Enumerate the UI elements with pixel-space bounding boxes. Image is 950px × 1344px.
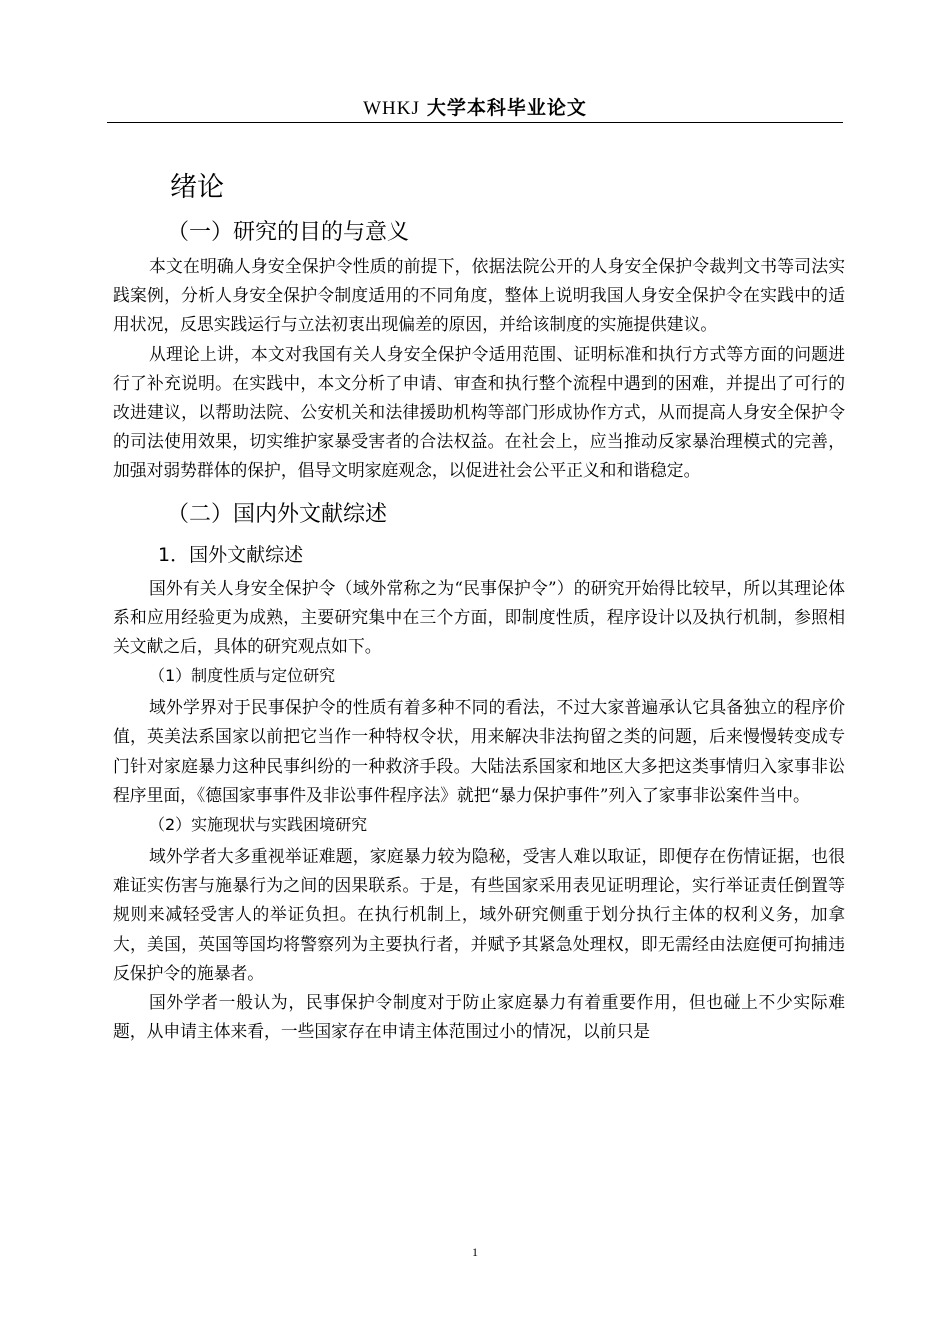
section-2-title: （二）国内外文献综述 — [167, 501, 388, 527]
section-1-paragraph-2: 从理论上讲，本文对我国有关人身安全保护令适用范围、证明标准和执行方式等方面的问题进行了补充说明。在实践中，本文分析了申请、审查和执行整个流程中遇到的困难，并提出了可行的改进建议，以帮助法院、公安机关和法律援助机构等部门形成协作方式，从而提高人身安全保护令的司法使用效果，切实维护家暴受害者的合法权益。在社会上，应当推动反家暴治理模式的完善，加强对弱势群体的保护，倡导文明家庭观念，以促进社会公平正义和和谐稳定。 — [113, 343, 845, 481]
item-2-paragraph-2: 国外学者一般认为，民事保护令制度对于防止家庭暴力有着重要作用，但也碰上不少实际难题，从申请主体来看，一些国家存在申请主体范围过小的情况，以前只是 — [113, 992, 845, 1042]
chapter-title: 绪论 — [170, 172, 224, 203]
page-header — [107, 96, 843, 121]
item-2-title: （2）实施现状与实践困境研究 — [149, 815, 368, 835]
subsection-1-title: 1．国外文献综述 — [158, 543, 304, 566]
section-1-title: （一）研究的目的与意义 — [167, 220, 410, 245]
item-1-paragraph: 域外学界对于民事保护令的性质有着多种不同的看法，不过大家普遍承认它具备独立的程序价值，英美法系国家以前把它当作一种特权令状，用来解决非法拘留之类的问题，后来慢慢转变成专门针对家庭暴力这种民事纠纷的一种救济手段。大陆法系国家和地区大多把这类事情归入家事非讼程序里面，《德国家事事件及非讼事件程序法》就把“暴力保护事件”列入了家事非讼案件当中。 — [113, 697, 845, 805]
subsection-1-intro: 国外有关人身安全保护令（域外常称之为“民事保护令”）的研究开始得比较早，所以其理论体系和应用经验更为成熟，主要研究集中在三个方面，即制度性质，程序设计以及执行机制，参照相关文献之后，具体的研究观点如下。 — [113, 577, 845, 657]
section-1-paragraph-1: 本文在明确人身安全保护令性质的前提下，依据法院公开的人身安全保护令裁判文书等司法实践案例，分析人身安全保护令制度适用的不同角度，整体上说明我国人身安全保护令在实践中的适用状况，反思实践运行与立法初衷出现偏差的原因，并给该制度的实施提供建议。 — [113, 256, 845, 335]
item-2-paragraph-1: 域外学者大多重视举证难题，家庭暴力较为隐秘，受害人难以取证，即便存在伤情证据，也很难证实伤害与施暴行为之间的因果联系。于是，有些国家采用表见证明理论，实行举证责任倒置等规则来减轻受害人的举证负担。在执行机制上，域外研究侧重于划分执行主体的权利义务，加拿大，美国，英国等国均将警察列为主要执行者，并赋予其紧急处理权，即无需经由法庭便可拘捕违反保护令的施暴者。 — [113, 846, 845, 983]
page-number: 1 — [472, 1245, 478, 1259]
page-body — [113, 168, 845, 1046]
item-1-title: （1）制度性质与定位研究 — [149, 666, 336, 686]
header-divider — [107, 122, 843, 123]
header-brand: WHKJ — [363, 98, 420, 119]
header-title: 大学本科毕业论文 — [426, 97, 587, 119]
